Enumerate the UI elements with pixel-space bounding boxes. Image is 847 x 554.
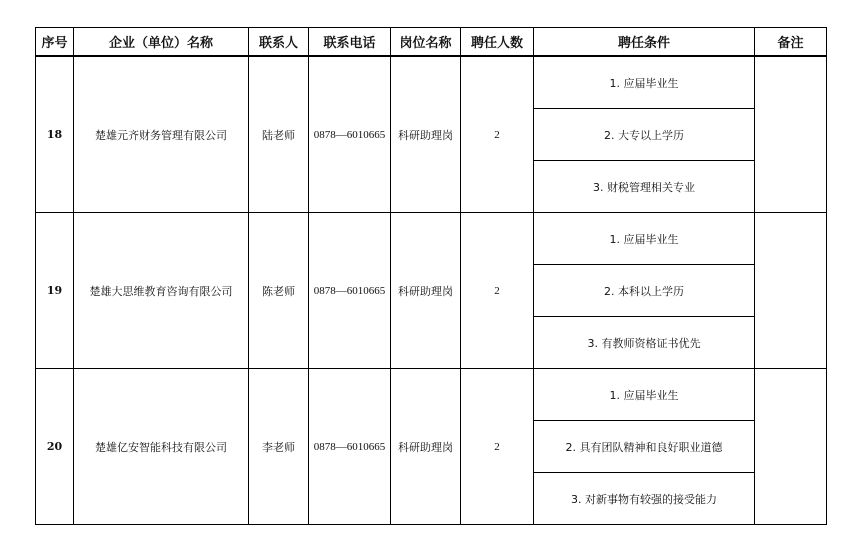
header-row bbox=[36, 28, 827, 57]
header-cell-conditions: 聘任条件 bbox=[534, 28, 755, 57]
condition-item: 2. 大专以上学历 bbox=[534, 109, 755, 161]
header-cell-phone: 联系电话 bbox=[309, 28, 391, 57]
hire-count: 2 bbox=[461, 369, 534, 525]
position-name: 科研助理岗 bbox=[391, 369, 461, 525]
condition-item: 3. 财税管理相关专业 bbox=[534, 161, 755, 213]
row-number: 19 bbox=[36, 213, 74, 369]
position-name: 科研助理岗 bbox=[391, 213, 461, 369]
condition-item: 1. 应届毕业生 bbox=[534, 213, 755, 265]
condition-item: 1. 应届毕业生 bbox=[534, 369, 755, 421]
condition-item: 1. 应届毕业生 bbox=[534, 56, 755, 109]
recruitment-table bbox=[35, 27, 827, 525]
contact-phone: 0878—6010665 bbox=[309, 369, 391, 525]
contact-person: 李老师 bbox=[249, 369, 309, 525]
header-cell-company: 企业（单位）名称 bbox=[74, 28, 249, 57]
contact-phone: 0878—6010665 bbox=[309, 56, 391, 213]
table-row bbox=[36, 56, 827, 109]
condition-item: 2. 具有团队精神和良好职业道德 bbox=[534, 421, 755, 473]
header-cell-count: 聘任人数 bbox=[461, 28, 534, 57]
position-name: 科研助理岗 bbox=[391, 56, 461, 213]
table-row bbox=[36, 213, 827, 265]
condition-item: 3. 对新事物有较强的接受能力 bbox=[534, 473, 755, 525]
row-number: 18 bbox=[36, 56, 74, 213]
hire-count: 2 bbox=[461, 56, 534, 213]
contact-person: 陆老师 bbox=[249, 56, 309, 213]
hire-count: 2 bbox=[461, 213, 534, 369]
condition-item: 3. 有教师资格证书优先 bbox=[534, 317, 755, 369]
header-cell-no: 序号 bbox=[36, 28, 74, 57]
company-name: 楚雄亿安智能科技有限公司 bbox=[74, 369, 249, 525]
company-name: 楚雄元齐财务管理有限公司 bbox=[74, 56, 249, 213]
remark-cell bbox=[755, 369, 827, 525]
condition-item: 2. 本科以上学历 bbox=[534, 265, 755, 317]
table-row bbox=[36, 369, 827, 421]
contact-person: 陈老师 bbox=[249, 213, 309, 369]
header-cell-position: 岗位名称 bbox=[391, 28, 461, 57]
remark-cell bbox=[755, 56, 827, 213]
remark-cell bbox=[755, 213, 827, 369]
contact-phone: 0878—6010665 bbox=[309, 213, 391, 369]
company-name: 楚雄大思维教育咨询有限公司 bbox=[74, 213, 249, 369]
row-number: 20 bbox=[36, 369, 74, 525]
header-cell-contact: 联系人 bbox=[249, 28, 309, 57]
header-cell-remark: 备注 bbox=[755, 28, 827, 57]
